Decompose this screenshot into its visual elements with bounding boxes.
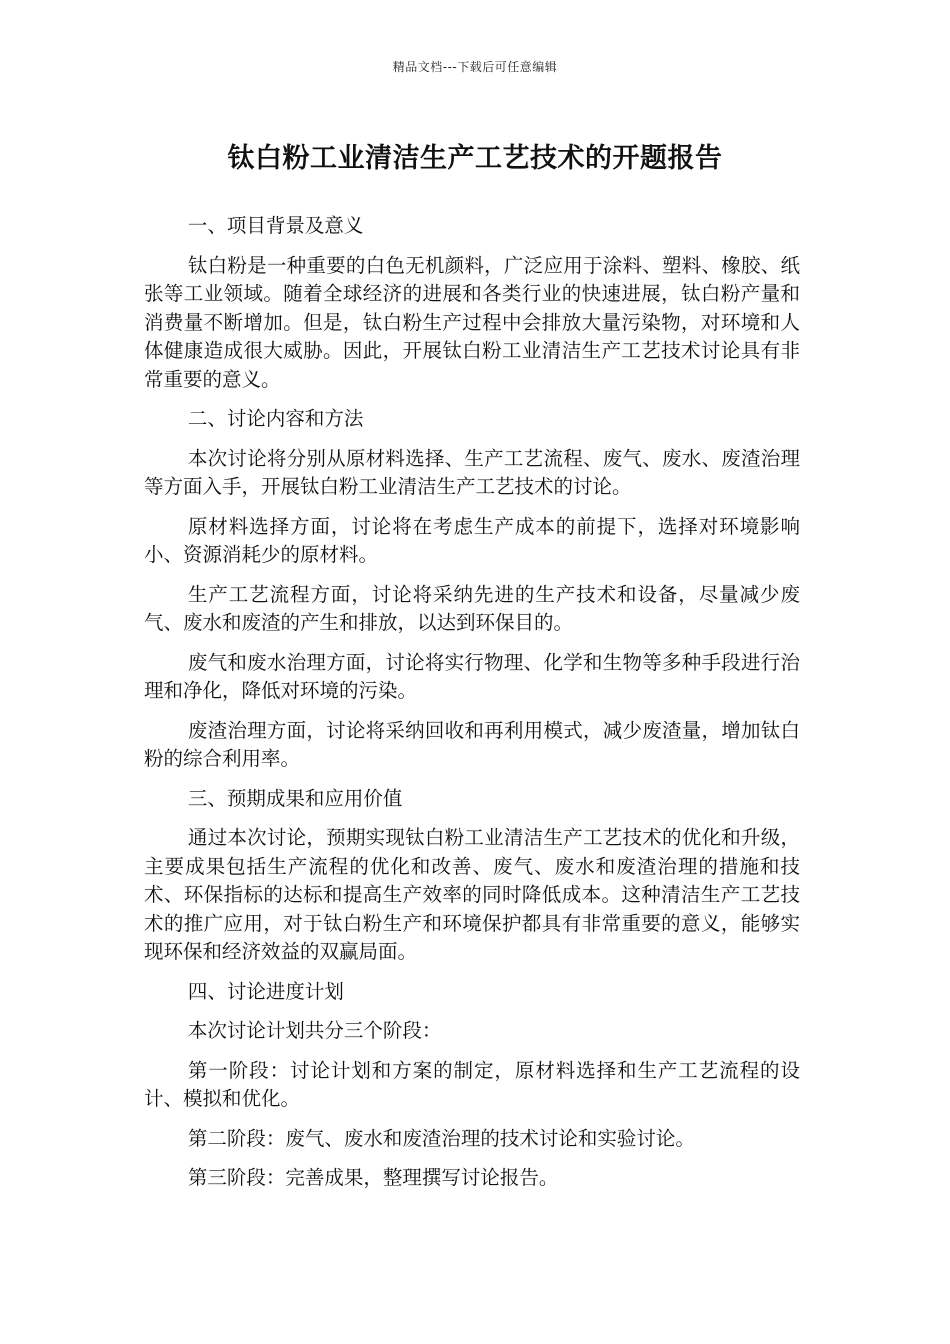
paragraph: 钛白粉是一种重要的白色无机颜料，广泛应用于涂料、塑料、橡胶、纸张等工业领域。随着全球经济的进展和各类行业的快速进展，钛白粉产量和消费量不断增加。但是，钛白粉生产过程中会排放大量污染物，对环境和人体健康造成很大威胁。因此，开展钛白粉工业清洁生产工艺技术讨论具有非常重要的意义。: [144, 253, 800, 391]
header-note: 精品文档---下载后可任意编辑: [392, 60, 558, 74]
paragraph: 通过本次讨论，预期实现钛白粉工业清洁生产工艺技术的优化和升级，主要成果包括生产流程的优化和改善、废气、废水和废渣治理的措施和技术、环保指标的达标和提高生产效率的同时降低成本。这种清洁生产工艺技术的推广应用，对于钛白粉生产和环境保护都具有非常重要的意义，能够实现环保和经济效益的双赢局面。: [144, 826, 800, 963]
page-title: 钛白粉工业清洁生产工艺技术的开题报告: [227, 143, 723, 174]
section-heading: 三、预期成果和应用价值: [187, 786, 403, 810]
paragraph: 第二阶段：废气、废水和废渣治理的技术讨论和实验讨论。: [187, 1126, 695, 1150]
section-heading: 二、讨论内容和方法: [187, 407, 364, 430]
paragraph: 本次讨论将分别从原材料选择、生产工艺流程、废气、废水、废渣治理等方面入手，开展钛白粉工业清洁生产工艺技术的讨论。: [144, 446, 800, 498]
document-body: [144, 212, 800, 1204]
paragraph: 废气和废水治理方面，讨论将实行物理、化学和生物等多种手段进行治理和净化，降低对环境的污染。: [144, 650, 800, 702]
paragraph: 本次讨论计划共分三个阶段：: [187, 1019, 442, 1042]
section-heading: 一、项目背景及意义: [187, 214, 364, 237]
paragraph: 第三阶段：完善成果，整理撰写讨论报告。: [187, 1166, 559, 1189]
section-heading: 四、讨论进度计划: [187, 979, 344, 1003]
paragraph: 生产工艺流程方面，讨论将采纳先进的生产技术和设备，尽量减少废气、废水和废渣的产生和排放，以达到环保目的。: [144, 582, 800, 634]
paragraph: 原材料选择方面，讨论将在考虑生产成本的前提下，选择对环境影响小、资源消耗少的原材料。: [144, 514, 800, 566]
paragraph: 废渣治理方面，讨论将采纳回收和再利用模式，减少废渣量，增加钛白粉的综合利用率。: [144, 718, 800, 770]
paragraph: 第一阶段：讨论计划和方案的制定，原材料选择和生产工艺流程的设计、模拟和优化。: [144, 1058, 800, 1110]
